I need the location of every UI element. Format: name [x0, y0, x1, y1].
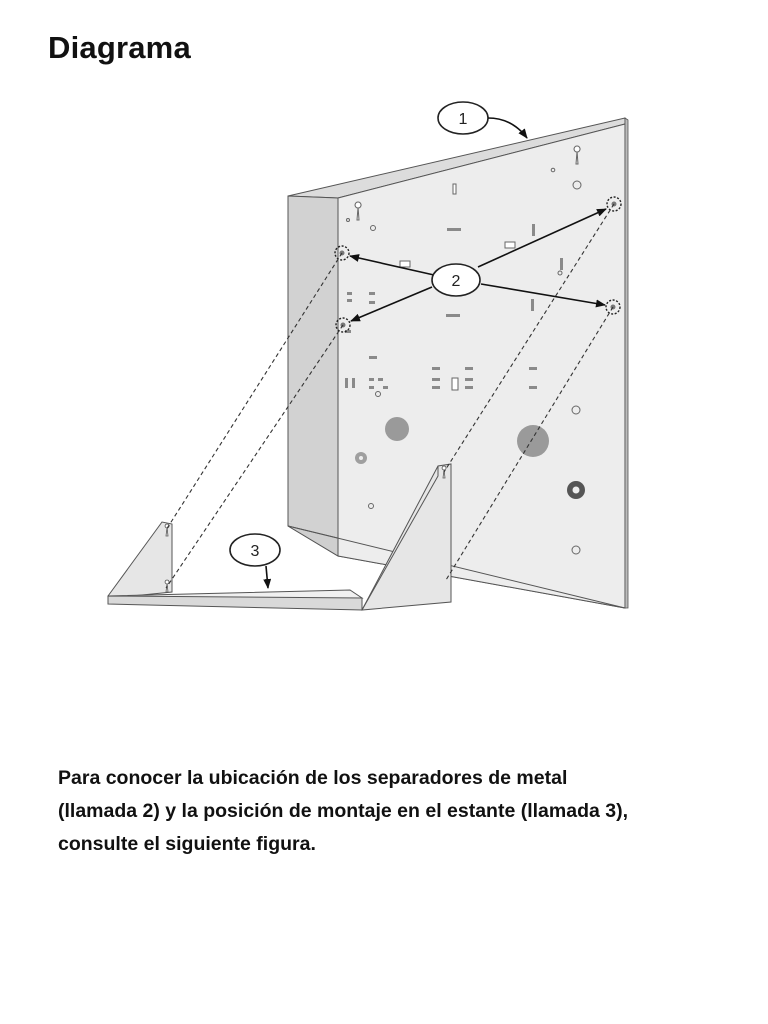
mounting-diagram	[0, 80, 768, 640]
panel-enclosure	[288, 118, 628, 608]
callout-3-label: 3	[250, 543, 260, 560]
callout-3	[230, 534, 280, 588]
callout-2-label: 2	[451, 273, 461, 290]
caption-line-1: Para conocer la ubicación de los separadores de metal	[58, 767, 568, 789]
caption-line-2: (llamada 2) y la posición de montaje en el estante (llamada 3),	[58, 800, 629, 822]
callout-1-label: 1	[458, 111, 468, 128]
caption-paragraph	[58, 762, 758, 861]
caption-line-3: consulte el siguiente figura.	[58, 833, 316, 855]
callout-1	[438, 102, 527, 138]
diagram-svg	[0, 80, 768, 640]
page-title: Diagrama	[48, 30, 191, 65]
